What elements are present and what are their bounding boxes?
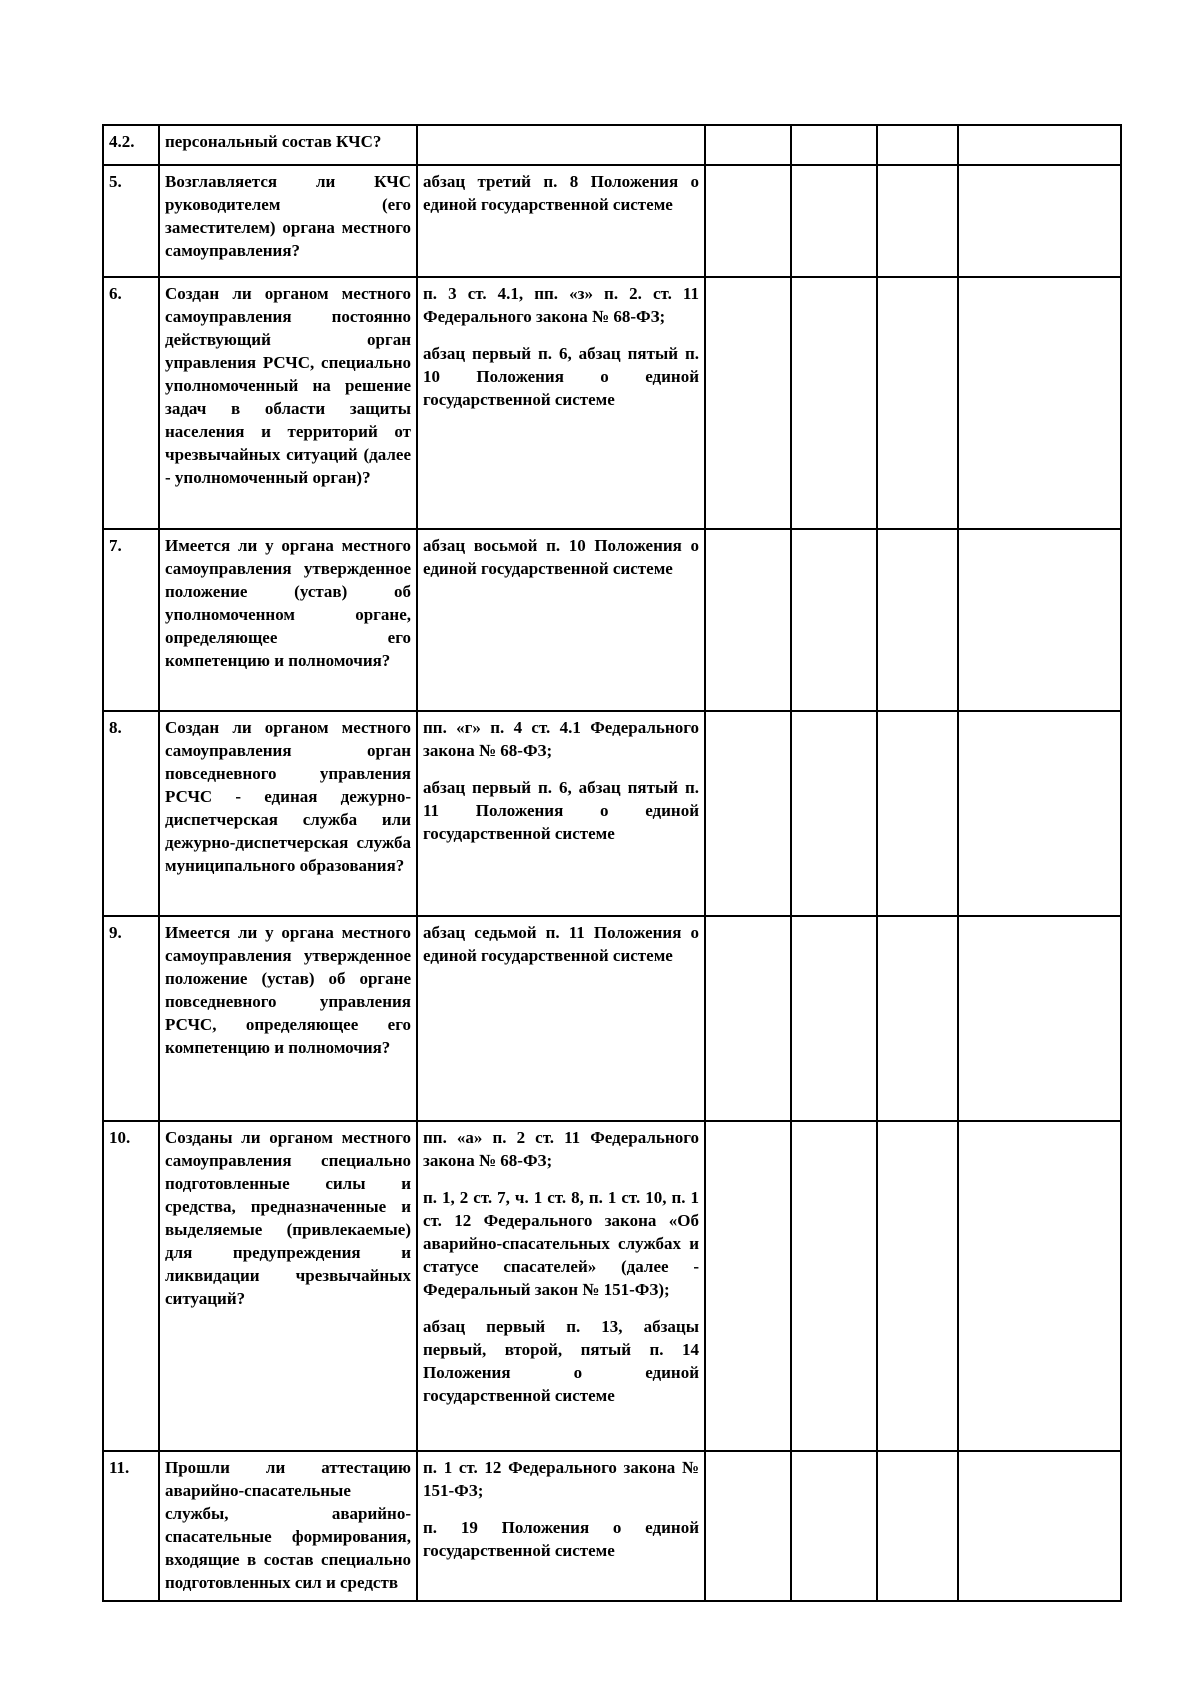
table-row [103,529,1121,711]
table-row [103,1121,1121,1451]
answer-cell-no[interactable] [791,1451,877,1601]
answer-cell-no[interactable] [791,711,877,916]
table-row [103,916,1121,1121]
answer-cell-yes[interactable] [705,1121,791,1451]
question-cell: Прошли ли аттестацию аварийно-спасательные службы, аварийно-спасательные формирования, входящие в состав специально подготовленных сил и средств [159,1451,417,1601]
answer-cell-na[interactable] [877,125,958,165]
legal-basis-paragraph: абзац седьмой п. 11 Положения о единой государственной системе [423,923,699,965]
legal-basis-paragraph: п. 1 ст. 12 Федерального закона № 151-ФЗ; [423,1458,699,1500]
legal-basis-cell [417,165,705,277]
answer-cell-yes[interactable] [705,125,791,165]
answer-cell-yes[interactable] [705,529,791,711]
item-number: 8. [103,711,159,916]
legal-basis-cell [417,529,705,711]
legal-basis-cell [417,1451,705,1601]
table-row [103,165,1121,277]
question-cell: Имеется ли у органа местного самоуправления утвержденное положение (устав) об органе повседневного управления РСЧС, определяющее его компетенцию и полномочия? [159,916,417,1121]
answer-cell-na[interactable] [877,916,958,1121]
item-number: 10. [103,1121,159,1451]
item-number: 7. [103,529,159,711]
answer-cell-note[interactable] [958,711,1121,916]
answer-cell-note[interactable] [958,165,1121,277]
legal-basis-paragraph: пп. «г» п. 4 ст. 4.1 Федерального закона № 68-ФЗ; [423,718,699,760]
answer-cell-note[interactable] [958,1451,1121,1601]
answer-cell-note[interactable] [958,529,1121,711]
answer-cell-no[interactable] [791,165,877,277]
legal-basis-paragraph: абзац первый п. 13, абзацы первый, второй, пятый п. 14 Положения о единой государственной системе [423,1317,699,1405]
legal-basis-paragraph: абзац третий п. 8 Положения о единой государственной системе [423,172,699,214]
answer-cell-na[interactable] [877,529,958,711]
legal-basis-cell [417,1121,705,1451]
legal-basis-paragraph: абзац первый п. 6, абзац пятый п. 11 Положения о единой государственной системе [423,778,699,843]
legal-basis-paragraph: абзац восьмой п. 10 Положения о единой государственной системе [423,536,699,578]
legal-basis-paragraph: п. 1, 2 ст. 7, ч. 1 ст. 8, п. 1 ст. 10, п. 1 ст. 12 Федерального закона «Об аварийно-спасательных службах и статусе спасателей» (далее - Федеральный закон № 151-ФЗ); [423,1188,699,1299]
item-number: 11. [103,1451,159,1601]
question-cell: Имеется ли у органа местного самоуправления утвержденное положение (устав) об уполномоченном органе, определяющее его компетенцию и полномочия? [159,529,417,711]
question-cell: персональный состав КЧС? [159,125,417,165]
answer-cell-note[interactable] [958,916,1121,1121]
answer-cell-note[interactable] [958,1121,1121,1451]
legal-basis-cell [417,916,705,1121]
table-row [103,277,1121,529]
table-row [103,125,1121,165]
answer-cell-yes[interactable] [705,277,791,529]
answer-cell-yes[interactable] [705,1451,791,1601]
question-cell: Создан ли органом местного самоуправления постоянно действующий орган управления РСЧС, специально уполномоченный на решение задач в области защиты населения и территорий от чрезвычайных ситуаций (далее - уполномоченный орган)? [159,277,417,529]
answer-cell-yes[interactable] [705,916,791,1121]
question-cell: Создан ли органом местного самоуправления орган повседневного управления РСЧС - единая дежурно-диспетчерская служба или дежурно-диспетчерская служба муниципального образования? [159,711,417,916]
answer-cell-no[interactable] [791,916,877,1121]
legal-basis-cell [417,125,705,165]
legal-basis-cell [417,711,705,916]
answer-cell-na[interactable] [877,277,958,529]
item-number: 6. [103,277,159,529]
answer-cell-note[interactable] [958,125,1121,165]
answer-cell-yes[interactable] [705,711,791,916]
item-number: 4.2. [103,125,159,165]
item-number: 9. [103,916,159,1121]
answer-cell-na[interactable] [877,1451,958,1601]
answer-cell-no[interactable] [791,529,877,711]
legal-basis-cell [417,277,705,529]
question-cell: Созданы ли органом местного самоуправления специально подготовленные силы и средства, предназначенные и выделяемые (привлекаемые) для предупреждения и ликвидации чрезвычайных ситуаций? [159,1121,417,1451]
checklist-table [102,124,1122,1602]
legal-basis-paragraph: п. 3 ст. 4.1, пп. «з» п. 2. ст. 11 Федерального закона № 68-ФЗ; [423,284,699,326]
answer-cell-na[interactable] [877,1121,958,1451]
question-cell: Возглавляется ли КЧС руководителем (его заместителем) органа местного самоуправления? [159,165,417,277]
table-row [103,711,1121,916]
legal-basis-paragraph: п. 19 Положения о единой государственной системе [423,1518,699,1560]
answer-cell-no[interactable] [791,125,877,165]
legal-basis-paragraph: абзац первый п. 6, абзац пятый п. 10 Положения о единой государственной системе [423,344,699,409]
answer-cell-note[interactable] [958,277,1121,529]
answer-cell-no[interactable] [791,1121,877,1451]
legal-basis-paragraph: пп. «а» п. 2 ст. 11 Федерального закона № 68-ФЗ; [423,1128,699,1170]
answer-cell-na[interactable] [877,711,958,916]
answer-cell-no[interactable] [791,277,877,529]
item-number: 5. [103,165,159,277]
checklist-rows [103,125,1121,1601]
answer-cell-na[interactable] [877,165,958,277]
answer-cell-yes[interactable] [705,165,791,277]
table-row [103,1451,1121,1601]
